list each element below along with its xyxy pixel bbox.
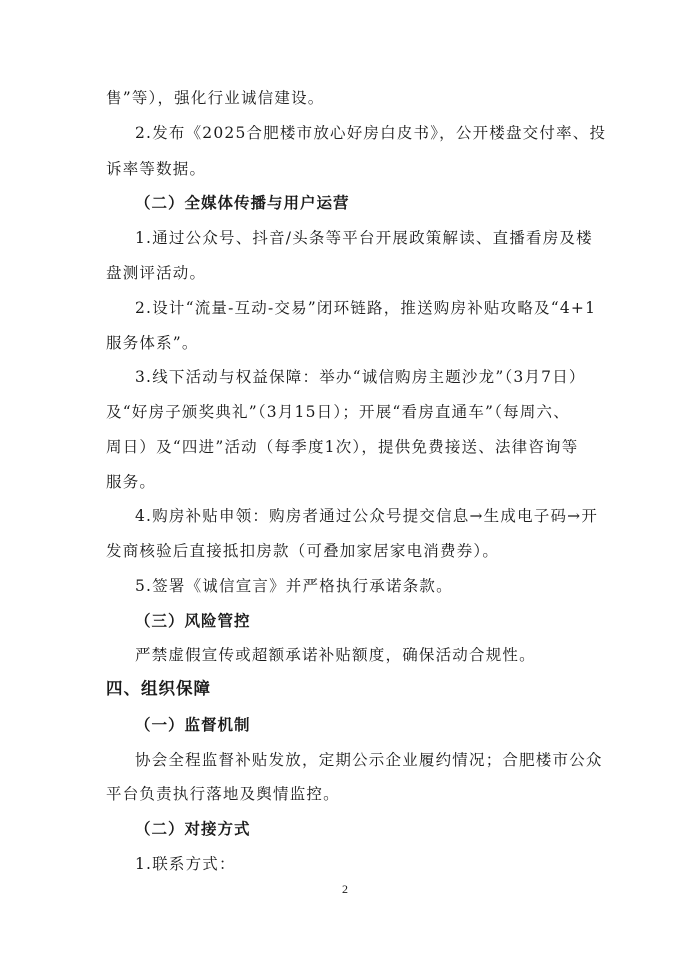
paragraph-line: 及“好房子颁奖典礼”（3月15日）；开展“看房直通车”（每周六、 xyxy=(106,403,570,421)
page-number: 2 xyxy=(342,882,348,896)
paragraph-line: 周日）及“四进”活动（每季度1次），提供免费接送、法律咨询等 xyxy=(106,438,579,456)
paragraph-line: 4.购房补贴申领：购房者通过公众号提交信息→生成电子码→开 xyxy=(135,507,599,525)
paragraph-line: 盘测评活动。 xyxy=(106,264,207,282)
paragraph-line: 发商核验后直接抵扣房款（可叠加家居家电消费券）。 xyxy=(106,542,500,560)
paragraph-line: 协会全程监督补贴发放，定期公示企业履约情况；合肥楼市公众 xyxy=(135,751,603,769)
paragraph-line: 售”等），强化行业诚信建设。 xyxy=(106,89,325,107)
paragraph-line: 平台负责执行落地及舆情监控。 xyxy=(106,785,340,803)
paragraph-line: 2.发布《2025合肥楼市放心好房白皮书》，公开楼盘交付率、投 xyxy=(135,124,607,142)
paragraph-line: 2.设计“流量-互动-交易”闭环链路，推送购房补贴攻略及“4+1 xyxy=(135,299,597,317)
paragraph-line: 1.通过公众号、抖音/头条等平台开展政策解读、直播看房及楼 xyxy=(135,229,593,247)
paragraph-line: 服务。 xyxy=(106,473,157,491)
paragraph-line: 严禁虚假宣传或超额承诺补贴额度，确保活动合规性。 xyxy=(135,646,536,664)
section-heading: （二）对接方式 xyxy=(135,820,251,838)
paragraph-line: 5.签署《诚信宣言》并严格执行承诺条款。 xyxy=(135,577,453,595)
paragraph-line: 服务体系”。 xyxy=(106,334,199,352)
section-heading: （一）监督机制 xyxy=(135,716,251,734)
paragraph-line: 3.线下活动与权益保障：举办“诚信购房主题沙龙”（3月7日） xyxy=(135,368,586,386)
chapter-heading: 四、组织保障 xyxy=(106,679,211,698)
section-heading: （三）风险管控 xyxy=(135,612,251,630)
paragraph-line: 诉率等数据。 xyxy=(106,160,207,178)
section-heading: （二）全媒体传播与用户运营 xyxy=(135,194,350,212)
paragraph-line: 1.联系方式： xyxy=(135,855,236,873)
